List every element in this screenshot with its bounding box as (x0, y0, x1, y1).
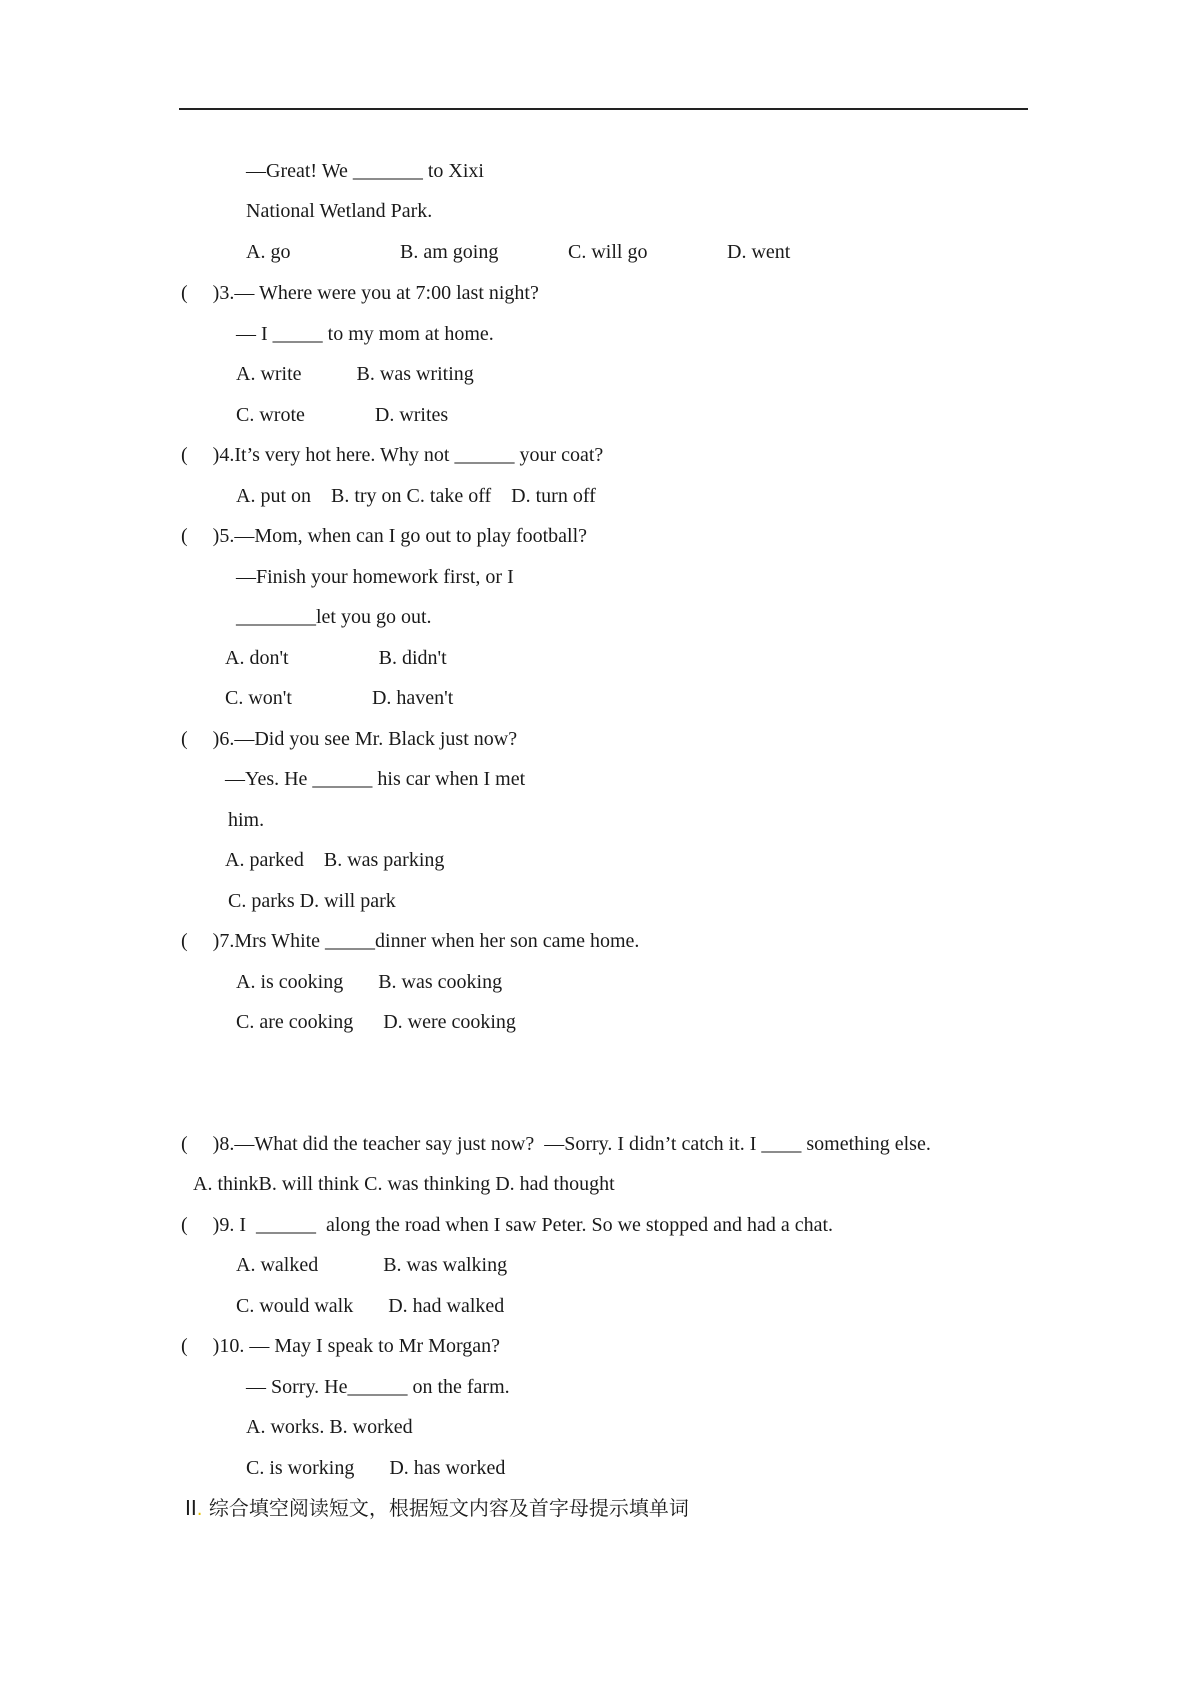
question-4: ( )4.It’s very hot here. Why not ______ your coat? (181, 444, 604, 466)
question-7: ( )7.Mrs White _____dinner when her son came home. (181, 930, 640, 952)
question-3-options-ab: A. write B. was writing (236, 363, 474, 385)
question-5-line-2: —Finish your homework first, or I (236, 566, 514, 588)
question-9-options-cd: C. would walk D. had walked (236, 1295, 505, 1317)
question-10: ( )10. — May I speak to Mr Morgan? (181, 1335, 501, 1357)
question-7-options-cd: C. are cooking D. were cooking (236, 1011, 516, 1033)
header-rule (179, 108, 1028, 110)
q2-option-a: A. go (246, 241, 291, 263)
q2-answer-line: —Great! We _______ to Xixi (246, 160, 484, 182)
question-3-options-cd: C. wrote D. writes (236, 404, 449, 426)
question-3-answer: — I _____ to my mom at home. (236, 323, 494, 345)
section-2-dot: . (196, 1499, 203, 1520)
question-5-line-3: ________let you go out. (236, 606, 432, 628)
question-5-options-ab: A. don't B. didn't (225, 647, 447, 669)
question-5: ( )5.—Mom, when can I go out to play football? (181, 525, 588, 547)
question-3: ( )3.— Where were you at 7:00 last night? (181, 282, 539, 304)
question-6: ( )6.—Did you see Mr. Black just now? (181, 728, 518, 750)
question-6-line-3: him. (228, 809, 265, 831)
question-6-line-2: —Yes. He ______ his car when I met (225, 768, 526, 790)
q2-option-b: B. am going (400, 241, 499, 263)
question-6-options-cd: C. parks D. will park (228, 890, 396, 912)
section-2-heading (185, 1496, 689, 1522)
section-2-numeral: II (185, 1496, 197, 1520)
question-9-options-ab: A. walked B. was walking (236, 1254, 508, 1276)
section-2-title: 综合填空阅读短文，根据短文内容及首字母提示填单词 (208, 1496, 689, 1520)
q2-option-c: C. will go (568, 241, 648, 263)
question-5-options-cd: C. won't D. haven't (225, 687, 454, 709)
question-8: ( )8.—What did the teacher say just now? —Sorry. I didn’t catch it. I ____ something else. (181, 1133, 931, 1155)
q2-answer-line-2: National Wetland Park. (246, 200, 433, 222)
question-7-options-ab: A. is cooking B. was cooking (236, 971, 503, 993)
q2-option-d: D. went (727, 241, 791, 263)
question-9: ( )9. I ______ along the road when I saw Peter. So we stopped and had a chat. (181, 1214, 834, 1236)
question-4-options: A. put on B. try on C. take off D. turn off (236, 485, 596, 507)
question-10-answer: — Sorry. He______ on the farm. (246, 1376, 510, 1398)
question-10-options-ab: A. works. B. worked (246, 1416, 413, 1438)
question-8-options: A. thinkB. will think C. was thinking D. had thought (193, 1173, 615, 1195)
question-10-options-cd: C. is working D. has worked (246, 1457, 506, 1479)
question-6-options-ab: A. parked B. was parking (225, 849, 445, 871)
